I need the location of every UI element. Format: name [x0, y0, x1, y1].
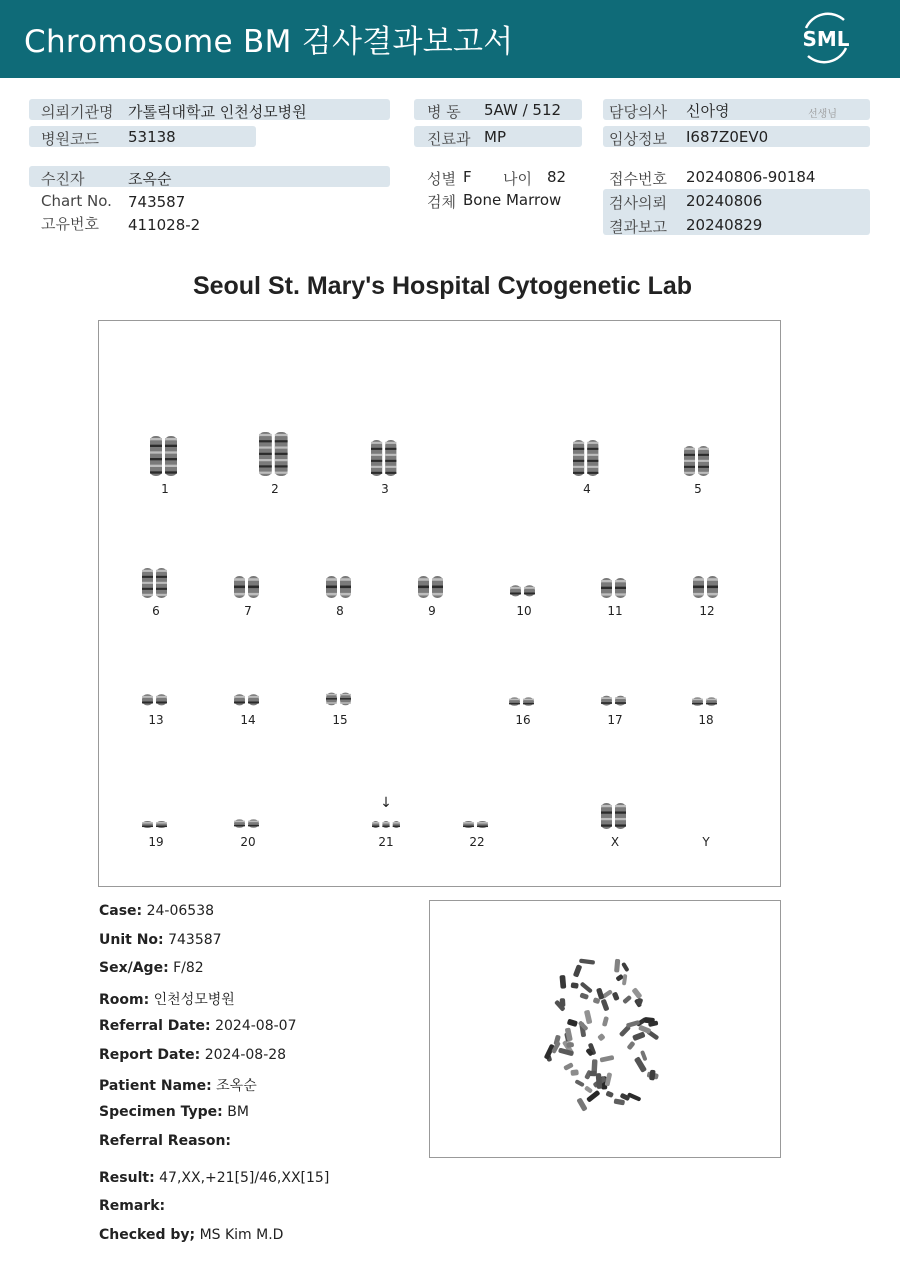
result-report-label: 결과보고 [609, 218, 667, 236]
chromosome-label-X: X [610, 835, 620, 849]
metaphase-chromosome [605, 1091, 614, 1099]
doctor-value: 신아영 [686, 102, 730, 120]
metaphase-chromosome [560, 998, 566, 1007]
report-date-value: 2024-08-28 [204, 1047, 287, 1063]
chromosome-label-19: 19 [148, 835, 164, 849]
checked-by-line: Checked by; MS Kim M.D [99, 1227, 284, 1243]
room-line: Room: 인천성모병원 [99, 992, 235, 1008]
chromosome-pair-6 [142, 568, 170, 598]
metaphase-chromosome [567, 1019, 578, 1028]
chromosome-label-16: 16 [515, 713, 531, 727]
specimen-type-value: BM [227, 1104, 249, 1120]
case-line: Case: 24-06538 [99, 903, 215, 919]
metaphase-chromosome [600, 1055, 615, 1063]
metaphase-chromosome [602, 1016, 609, 1027]
patient-name-value: 조옥순 [216, 1078, 257, 1094]
test-request-value: 20240806 [686, 192, 763, 210]
metaphase-image-panel [429, 900, 781, 1158]
report-header [0, 0, 900, 78]
chromosome-pair-X [601, 803, 629, 829]
patient-value: 조옥순 [128, 170, 172, 188]
age-label: 나이 [503, 170, 532, 188]
chart-no-label: Chart No. [41, 192, 112, 210]
chromosome-pair-16 [509, 695, 537, 707]
chromosome-pair-5 [684, 446, 712, 476]
specimen-type-line: Specimen Type: BM [99, 1104, 249, 1120]
sex-value: F [463, 168, 472, 186]
chromosome-label-7: 7 [244, 604, 252, 618]
chromosome-label-18: 18 [698, 713, 714, 727]
chromosome-label-9: 9 [428, 604, 436, 618]
chromosome-pair-17 [601, 693, 629, 707]
metaphase-chromosome [571, 982, 579, 989]
metaphase-chromosome [612, 992, 620, 1002]
receipt-no-value: 20240806-90184 [686, 168, 816, 186]
remark-line: Remark: [99, 1198, 166, 1214]
room-value: 인천성모병원 [153, 992, 235, 1008]
department-value: MP [484, 128, 506, 146]
chromosome-pair-4 [573, 440, 601, 476]
referral-reason-line: Referral Reason: [99, 1133, 232, 1149]
specimen-value: Bone Marrow [463, 191, 562, 209]
chromosome-pair-20 [234, 817, 262, 829]
chromosome-label-14: 14 [240, 713, 256, 727]
chromosome-pair-22 [463, 819, 491, 829]
metaphase-chromosome [584, 1085, 593, 1093]
metaphase-chromosome [579, 959, 595, 965]
metaphase-chromosome [596, 988, 605, 1000]
chromosome-label-Y: Y [702, 835, 710, 849]
chromosome-label-6: 6 [152, 604, 160, 618]
institution-value: 가톨릭대학교 인천성모병원 [128, 103, 307, 121]
doctor-label: 담당의사 [609, 103, 667, 121]
chromosome-pair-13 [142, 691, 170, 707]
metaphase-chromosome [632, 1031, 646, 1041]
logo-text: SML [802, 27, 850, 51]
clinical-info-label: 임상정보 [609, 130, 667, 148]
department-label: 진료과 [427, 130, 471, 148]
metaphase-chromosome [622, 974, 628, 986]
trisomy-21-arrow-icon: ↓ [380, 795, 392, 811]
metaphase-spread-image [430, 901, 780, 1157]
metaphase-chromosome [563, 1062, 574, 1071]
report-date-line: Report Date: 2024-08-28 [99, 1047, 287, 1063]
metaphase-chromosome [626, 1041, 635, 1051]
metaphase-chromosome [640, 1050, 648, 1061]
specimen-label: 검체 [427, 193, 456, 211]
chromosome-pair-1 [150, 436, 180, 476]
result-value: 47,XX,+21[5]/46,XX[15] [159, 1170, 330, 1186]
chromosome-label-21: 21 [378, 835, 394, 849]
karyogram-panel [98, 320, 781, 887]
chromosome-label-10: 10 [516, 604, 532, 618]
ward-value: 5AW / 512 [484, 101, 562, 119]
chromosome-pair-11 [601, 578, 629, 598]
clinical-info-value: I687Z0EV0 [686, 128, 769, 146]
referral-date-line: Referral Date: 2024-08-07 [99, 1018, 297, 1034]
unique-no-value: 411028-2 [128, 216, 201, 234]
chromosome-pair-15 [326, 689, 354, 707]
institution-label: 의뢰기관명 [41, 103, 114, 121]
chromosome-pair-2 [259, 432, 291, 476]
chromosome-pair-18 [692, 695, 720, 707]
sex-age-value: F/82 [173, 960, 204, 976]
metaphase-chromosome [622, 995, 632, 1005]
unique-no-label: 고유번호 [41, 215, 99, 233]
chromosome-label-3: 3 [381, 482, 389, 496]
unit-no-value: 743587 [168, 932, 222, 948]
chromosome-label-11: 11 [607, 604, 623, 618]
metaphase-chromosome [601, 999, 610, 1012]
metaphase-chromosome [614, 1098, 626, 1105]
patient-name-line: Patient Name: 조옥순 [99, 1078, 257, 1094]
lab-title: Seoul St. Mary's Hospital Cytogenetic Lab [192, 272, 693, 300]
metaphase-chromosome [574, 1079, 584, 1087]
chromosome-label-4: 4 [583, 482, 591, 496]
metaphase-chromosome [621, 962, 630, 972]
metaphase-chromosome [576, 1097, 587, 1111]
chromosome-pair-3 [371, 440, 399, 476]
case-value: 24-06538 [146, 903, 215, 919]
metaphase-chromosome [570, 1069, 579, 1076]
chromosome-pair-8 [326, 576, 354, 598]
receipt-no-label: 접수번호 [609, 170, 667, 188]
chromosome-pair-9 [418, 576, 446, 598]
unit-no-line: Unit No: 743587 [99, 932, 222, 948]
hospital-code-value: 53138 [128, 128, 176, 146]
hospital-code-label: 병원코드 [41, 130, 99, 148]
metaphase-chromosome [573, 964, 583, 977]
metaphase-chromosome [597, 1033, 606, 1042]
chromosome-label-8: 8 [336, 604, 344, 618]
chromosome-label-17: 17 [607, 713, 623, 727]
report-title: Chromosome BM 검사결과보고서 [24, 24, 514, 60]
referral-date-value: 2024-08-07 [215, 1018, 297, 1034]
metaphase-chromosome [579, 992, 589, 999]
metaphase-chromosome [626, 1020, 640, 1028]
result-line: Result: 47,XX,+21[5]/46,XX[15] [99, 1170, 330, 1186]
result-report-value: 20240829 [686, 216, 763, 234]
chromosome-label-15: 15 [332, 713, 348, 727]
metaphase-chromosome [559, 975, 566, 989]
chromosome-label-5: 5 [694, 482, 702, 496]
chromosome-label-1: 1 [161, 482, 169, 496]
chromosome-label-20: 20 [240, 835, 256, 849]
metaphase-chromosome [584, 1010, 593, 1025]
checked-by-value: MS Kim M.D [199, 1227, 284, 1243]
patient-label: 수진자 [41, 170, 85, 188]
metaphase-chromosome [580, 981, 593, 993]
chromosome-label-2: 2 [271, 482, 279, 496]
ward-label: 병 동 [427, 103, 461, 121]
chromosome-pair-10 [510, 582, 538, 598]
chromosome-pair-12 [693, 576, 721, 598]
sex-label: 성별 [427, 170, 456, 188]
chart-no-value: 743587 [128, 193, 186, 211]
metaphase-chromosome [614, 959, 620, 973]
chromosome-label-13: 13 [148, 713, 164, 727]
age-value: 82 [547, 168, 567, 186]
chromosome-label-22: 22 [469, 835, 485, 849]
test-request-label: 검사의뢰 [609, 194, 667, 212]
chromosome-pair-19 [142, 819, 170, 829]
chromosome-label-12: 12 [699, 604, 715, 618]
sex-age-line: Sex/Age: F/82 [99, 960, 204, 976]
doctor-suffix: 선생님 [808, 109, 837, 120]
metaphase-chromosome [631, 987, 642, 999]
chromosome-pair-14 [234, 691, 262, 707]
metaphase-chromosome [589, 1071, 596, 1077]
chromosome-pair-7 [234, 576, 262, 598]
sml-logo [796, 10, 856, 66]
chromosome-pair-21 [372, 819, 400, 829]
